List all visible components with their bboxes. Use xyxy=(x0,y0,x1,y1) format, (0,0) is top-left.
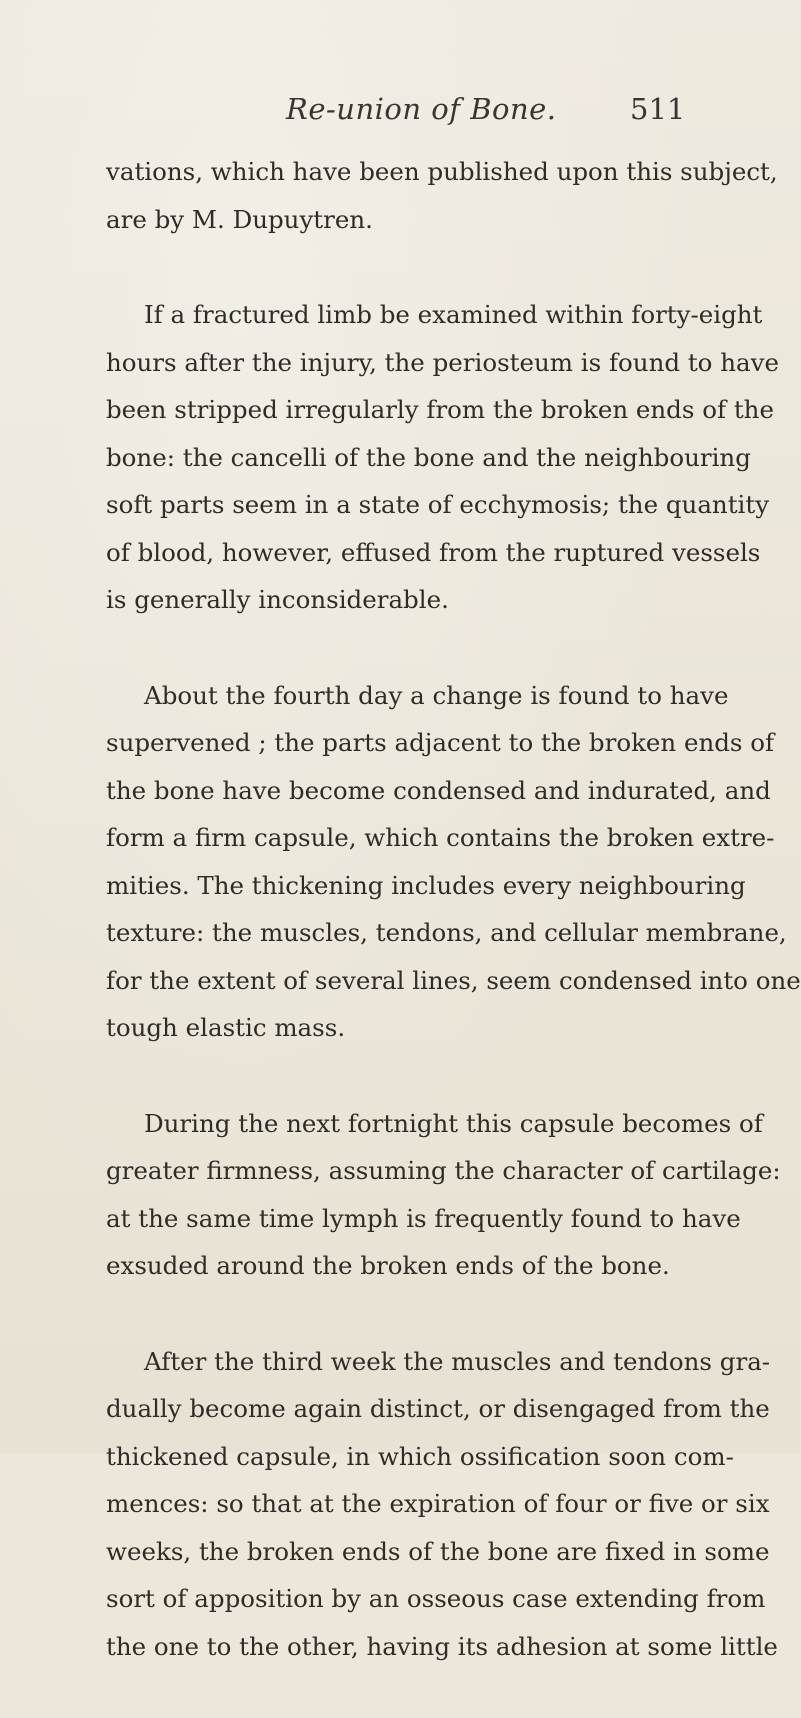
text-line: the bone have become condensed and indurated, and xyxy=(106,775,771,805)
text-line: is generally inconsiderable. xyxy=(106,585,449,614)
text-line: thickened capsule, in which ossification soon com- xyxy=(106,1441,734,1471)
text-line: been stripped irregularly from the broken ends of the xyxy=(106,395,774,424)
text-line: for the extent of several lines, seem condensed into one xyxy=(106,965,801,995)
text-line: weeks, the broken ends of the bone are fixed in some xyxy=(106,1536,770,1566)
running-title: Re-union of Bone. xyxy=(286,92,557,126)
text-line: are by M. Dupuytren. xyxy=(106,204,373,234)
text-line: vations, which have been published upon this subject, xyxy=(106,157,778,186)
text-line: exsuded around the broken ends of the bone. xyxy=(106,1251,670,1280)
paragraph-forty-eight-hours xyxy=(106,291,779,624)
text-line: form a firm capsule, which contains the broken extre- xyxy=(106,823,775,852)
page-number: 511 xyxy=(630,92,686,126)
text-line: at the same time lymph is frequently found to have xyxy=(106,1203,741,1233)
text-line: the one to the other, having its adhesion at some little xyxy=(106,1631,778,1661)
body-text xyxy=(106,148,801,1718)
text-line: greater firmness, assuming the character of cartilage: xyxy=(106,1156,781,1185)
text-line: mities. The thickening includes every neighbouring xyxy=(106,870,746,900)
text-line: About the fourth day a change is found to have xyxy=(144,680,729,710)
text-line: bone: the cancelli of the bone and the neighbouring xyxy=(106,442,751,472)
running-header xyxy=(0,92,800,132)
text-line: After the third week the muscles and tendons gra- xyxy=(144,1346,771,1376)
text-line: tough elastic mass. xyxy=(106,1013,346,1042)
text-line: dually become again distinct, or disengaged from the xyxy=(106,1394,770,1423)
text-line: soft parts seem in a state of ecchymosis; the quantity xyxy=(106,490,770,519)
text-line: texture: the muscles, tendons, and cellular membrane, xyxy=(106,918,787,947)
text-line: mences: so that at the expiration of four or five or six xyxy=(106,1489,770,1518)
paragraph-fourth-day xyxy=(106,672,801,1052)
text-line: If a fractured limb be examined within forty-eight xyxy=(144,300,763,329)
paragraph-continuation xyxy=(106,148,778,243)
text-line: hours after the injury, the periosteum is found to have xyxy=(106,347,779,377)
text-line: of blood, however, effused from the ruptured vessels xyxy=(106,537,761,567)
text-line: supervened ; the parts adjacent to the broken ends of xyxy=(106,728,775,757)
text-line: During the next fortnight this capsule becomes of xyxy=(144,1108,763,1138)
paragraph-next-fortnight xyxy=(106,1100,781,1290)
text-line: sort of apposition by an osseous case extending from xyxy=(106,1584,766,1613)
paragraph-third-week xyxy=(106,1338,778,1671)
